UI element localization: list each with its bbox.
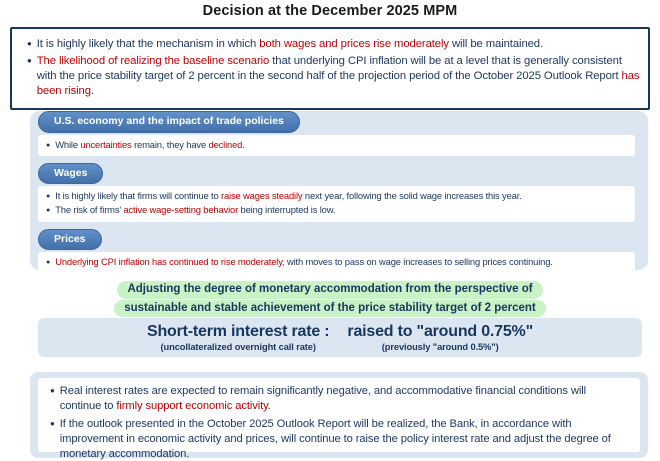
bullet-icon: ● bbox=[46, 141, 51, 149]
bullet-icon: ● bbox=[27, 39, 32, 48]
summary-bullet bbox=[27, 54, 640, 99]
outlook-content bbox=[38, 378, 640, 460]
page-title: Decision at the December 2025 MPM bbox=[202, 3, 458, 19]
summary-bullet-text: It is highly likely that the mechanism in which both wages and prices rise moderately will be maintained. bbox=[36, 38, 544, 50]
outlook-bullet bbox=[50, 417, 630, 461]
outlook-bullet bbox=[50, 384, 630, 413]
section-bullet bbox=[46, 203, 629, 217]
rate-decision-right bbox=[347, 323, 533, 352]
section-bullet bbox=[46, 189, 629, 203]
summary-box bbox=[10, 27, 650, 110]
assessment-panel bbox=[30, 111, 648, 270]
section-label-wages: Wages bbox=[38, 163, 103, 185]
section-bullet bbox=[46, 138, 629, 152]
outlook-box bbox=[30, 372, 648, 458]
rate-label-note: (uncollateralized overnight call rate) bbox=[160, 342, 316, 353]
bullet-icon: ● bbox=[27, 56, 32, 66]
section-bullet-text: Underlying CPI inflation has continued to rise moderately, with moves to pass on wage increases to selling prices continuing. bbox=[55, 256, 553, 268]
section-content-wages bbox=[38, 186, 635, 221]
rate-previous-note: (previously "around 0.5%") bbox=[381, 342, 499, 353]
section-bullet-text: While uncertainties remain, they have declined. bbox=[55, 138, 245, 150]
rate-label: Short-term interest rate : bbox=[147, 323, 330, 340]
outlook-bullet-text: If the outlook presented in the October 2025 Outlook Report will be realized, the Bank, in accordance with improvement in economic activity and prices, will continue to raise the policy interest rate and adjust the degree of monetary accommodation. bbox=[59, 418, 611, 460]
section-label-us-economy: U.S. economy and the impact of trade policies bbox=[38, 111, 300, 133]
section-bullet-text: The risk of firms' active wage-setting behavior being interrupted is low. bbox=[55, 204, 336, 216]
rate-value: raised to "around 0.75%" bbox=[347, 323, 533, 340]
transition-statement bbox=[0, 280, 660, 317]
section-bullet bbox=[46, 255, 629, 269]
section-bullet-text: It is highly likely that firms will continue to raise wages steadily next year, following the solid wage increases this year. bbox=[55, 190, 522, 202]
rate-decision-box bbox=[38, 318, 642, 357]
bullet-icon: ● bbox=[46, 259, 51, 267]
summary-bullet bbox=[27, 37, 640, 52]
bullet-icon: ● bbox=[50, 386, 55, 395]
transition-line-1: Adjusting the degree of monetary accommodation from the perspective of bbox=[117, 281, 542, 299]
bullet-icon: ● bbox=[46, 193, 51, 201]
section-content-prices bbox=[38, 252, 635, 270]
rate-decision-left bbox=[147, 323, 329, 352]
bullet-icon: ● bbox=[50, 419, 55, 429]
transition-line-2: sustainable and stable achievement of the price stability target of 2 percent bbox=[114, 300, 546, 318]
bullet-icon: ● bbox=[46, 207, 51, 215]
outlook-bullet-text: Real interest rates are expected to remain significantly negative, and accommodative financial conditions will continue to firmly support economic activity. bbox=[59, 385, 587, 412]
summary-bullet-text: The likelihood of realizing the baseline scenario that underlying CPI inflation will be at a level that is generally consistent with the price stability target of 2 percent in the second half of the projection period of the October 2025 Outlook Report has been rising. bbox=[36, 55, 640, 98]
section-content-us-economy bbox=[38, 135, 635, 156]
section-label-prices: Prices bbox=[38, 229, 102, 251]
